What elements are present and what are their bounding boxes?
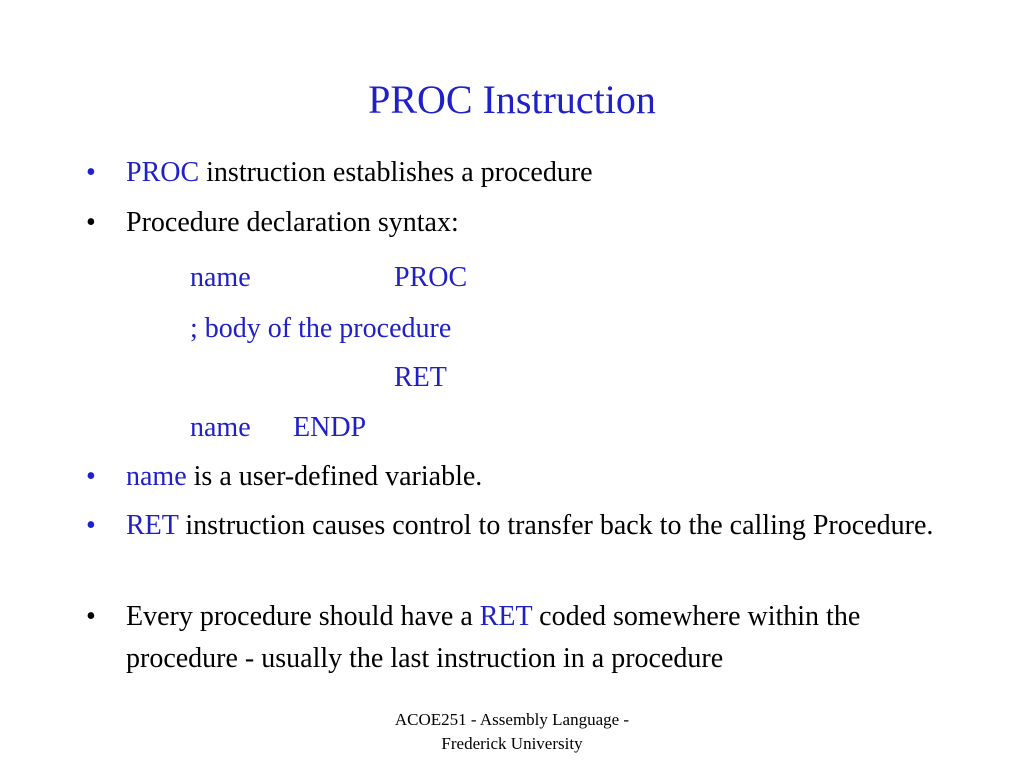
slide-footer: [352, 708, 672, 756]
bullet-marker: •: [86, 461, 96, 492]
bullet-text: Procedure declaration syntax:: [126, 207, 459, 238]
bullet-marker: •: [86, 207, 96, 238]
footer-course: ACOE251 - Assembly Language -: [394, 710, 630, 729]
bullet-text: is a user-defined variable.: [186, 461, 483, 492]
footer-university: Frederick University: [441, 734, 583, 753]
bullet-text: Every procedure should have a: [126, 601, 480, 632]
bullet-text: coded somewhere within the procedure - usually the last instruction in a procedure: [126, 601, 861, 674]
keyword-name: name: [126, 461, 187, 492]
bullet-text: instruction establishes a procedure: [199, 157, 593, 188]
bullet-text: instruction causes control to transfer back to the calling Procedure.: [178, 510, 934, 541]
bullet-marker: •: [86, 510, 96, 541]
keyword-ret: RET: [479, 601, 533, 632]
bullet-marker: •: [86, 601, 96, 632]
bullet-marker: •: [86, 157, 96, 188]
code-proc: PROC: [394, 262, 468, 293]
keyword-ret: RET: [126, 510, 179, 541]
code-endp: ENDP: [293, 412, 367, 443]
code-name-2: name: [190, 412, 251, 443]
code-name-1: name: [190, 262, 251, 293]
code-comment: ; body of the procedure: [190, 313, 452, 344]
code-ret: RET: [394, 362, 447, 393]
slide-title: PROC Instruction: [368, 77, 656, 122]
keyword-proc: PROC: [126, 157, 200, 188]
